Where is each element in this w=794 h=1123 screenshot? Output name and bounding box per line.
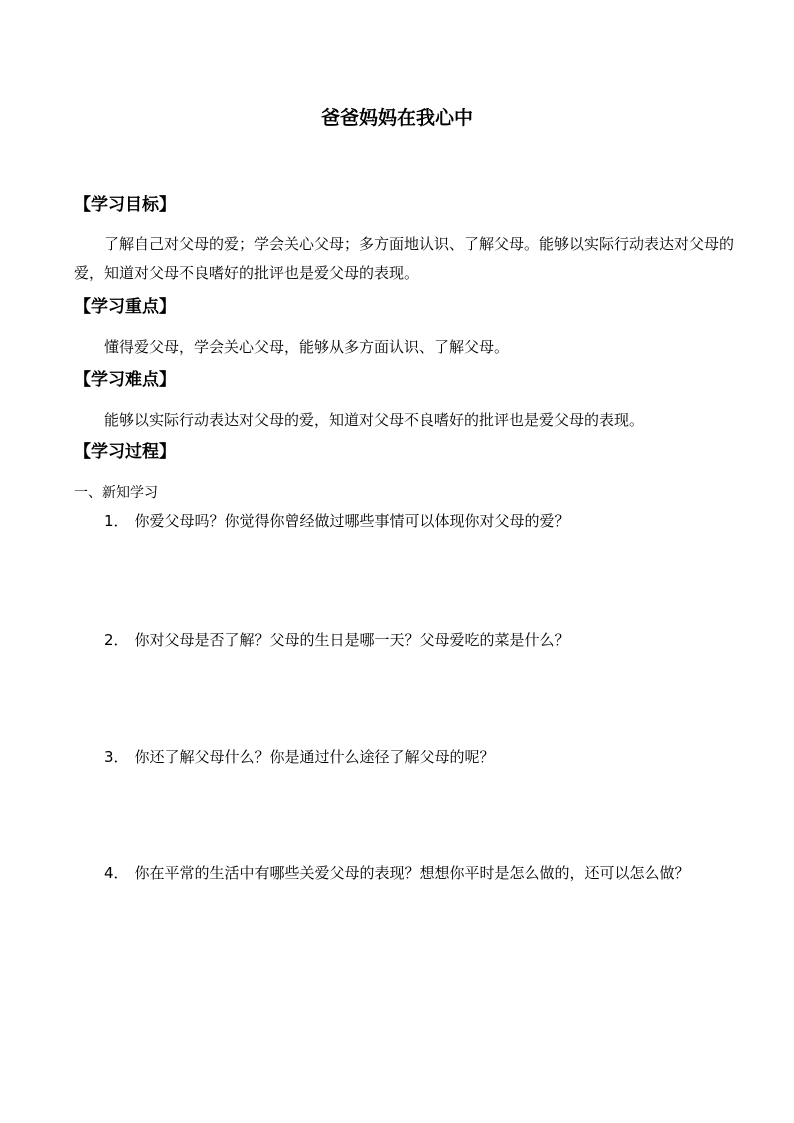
section-body-key-points: 懂得爱父母，学会关心父母，能够从多方面认识、了解父母。 xyxy=(104,338,510,356)
question-item xyxy=(104,861,690,885)
section-heading-key-points: 【学习重点】 xyxy=(74,297,176,317)
section-heading-difficulties: 【学习难点】 xyxy=(74,370,176,390)
question-number: 2． xyxy=(104,631,129,649)
section-heading-process: 【学习过程】 xyxy=(74,442,176,462)
question-text: 你还了解父母什么？你是通过什么途径了解父母的呢？ xyxy=(134,748,495,766)
question-number: 3． xyxy=(104,748,129,766)
question-item xyxy=(104,509,570,533)
part-label: 一、新知学习 xyxy=(74,485,158,501)
section-body-objectives: 了解自己对父母的爱；学会关心父母；多方面地认识、了解父母。能够以实际行动表达对父母的爱，知道对父母不良嗜好的批评也是爱父母的表现。 xyxy=(74,235,735,282)
question-text: 你在平常的生活中有哪些关爱父母的表现？想想你平时是怎么做的，还可以怎么做？ xyxy=(134,864,690,882)
page-title: 爸爸妈妈在我心中 xyxy=(320,107,473,129)
question-item xyxy=(104,628,570,652)
question-item xyxy=(104,745,495,769)
question-number: 4． xyxy=(104,864,129,882)
section-body-difficulties: 能够以实际行动表达对父母的爱，知道对父母不良嗜好的批评也是爱父母的表现。 xyxy=(104,411,645,429)
question-number: 1． xyxy=(104,512,129,530)
question-text: 你爱父母吗？你觉得你曾经做过哪些事情可以体现你对父母的爱？ xyxy=(134,512,570,530)
section-heading-objectives: 【学习目标】 xyxy=(74,195,176,215)
question-text: 你对父母是否了解？父母的生日是哪一天？父母爱吃的菜是什么？ xyxy=(134,631,570,649)
